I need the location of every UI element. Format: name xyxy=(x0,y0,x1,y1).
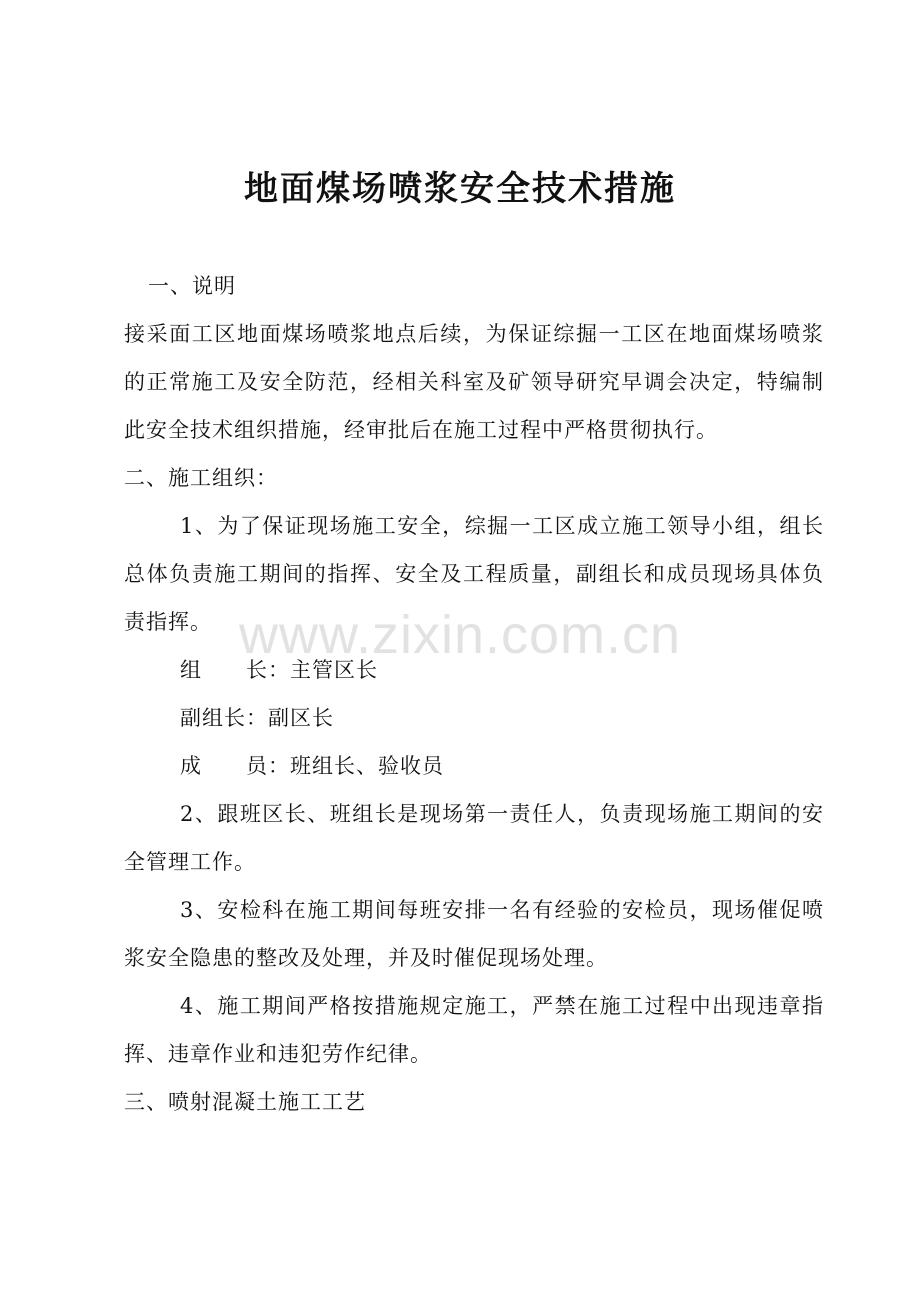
deputy-line: 副组长：副区长 xyxy=(180,706,334,730)
section-heading-3: 三、喷射混凝土施工工艺 xyxy=(124,1090,366,1114)
section-heading-2: 二、施工组织： xyxy=(124,466,278,490)
document-title: 地面煤场喷浆安全技术措施 xyxy=(244,169,676,209)
section-paragraph-1: 接采面工区地面煤场喷浆地点后续，为保证综掘一工区在地面煤场喷浆的正常施工及安全防范，经相关科室及矿领导研究早调会决定，特编制此安全技术组织措施，经审批后在施工过程中严格贯彻执行。 xyxy=(124,322,824,442)
members-line: 成 员：班组长、验收员 xyxy=(180,754,444,778)
list-item-3: 3、安检科在施工期间每班安排一名有经验的安检员，现场催促喷浆安全隐患的整改及处理，并及时催促现场处理。 xyxy=(124,898,824,970)
document-body xyxy=(124,262,824,1126)
leader-line: 组 长：主管区长 xyxy=(180,658,378,682)
list-item-4: 4、施工期间严格按措施规定施工，严禁在施工过程中出现违章指挥、违章作业和违犯劳作纪律。 xyxy=(124,994,824,1066)
section-heading-1: 一、说明 xyxy=(148,274,236,298)
list-item-1: 1、为了保证现场施工安全，综掘一工区成立施工领导小组，组长总体负责施工期间的指挥、安全及工程质量，副组长和成员现场具体负责指挥。 xyxy=(124,514,824,634)
list-item-2: 2、跟班区长、班组长是现场第一责任人，负责现场施工期间的安全管理工作。 xyxy=(124,802,824,874)
watermark: www.zixin.com.cn xyxy=(238,605,682,665)
